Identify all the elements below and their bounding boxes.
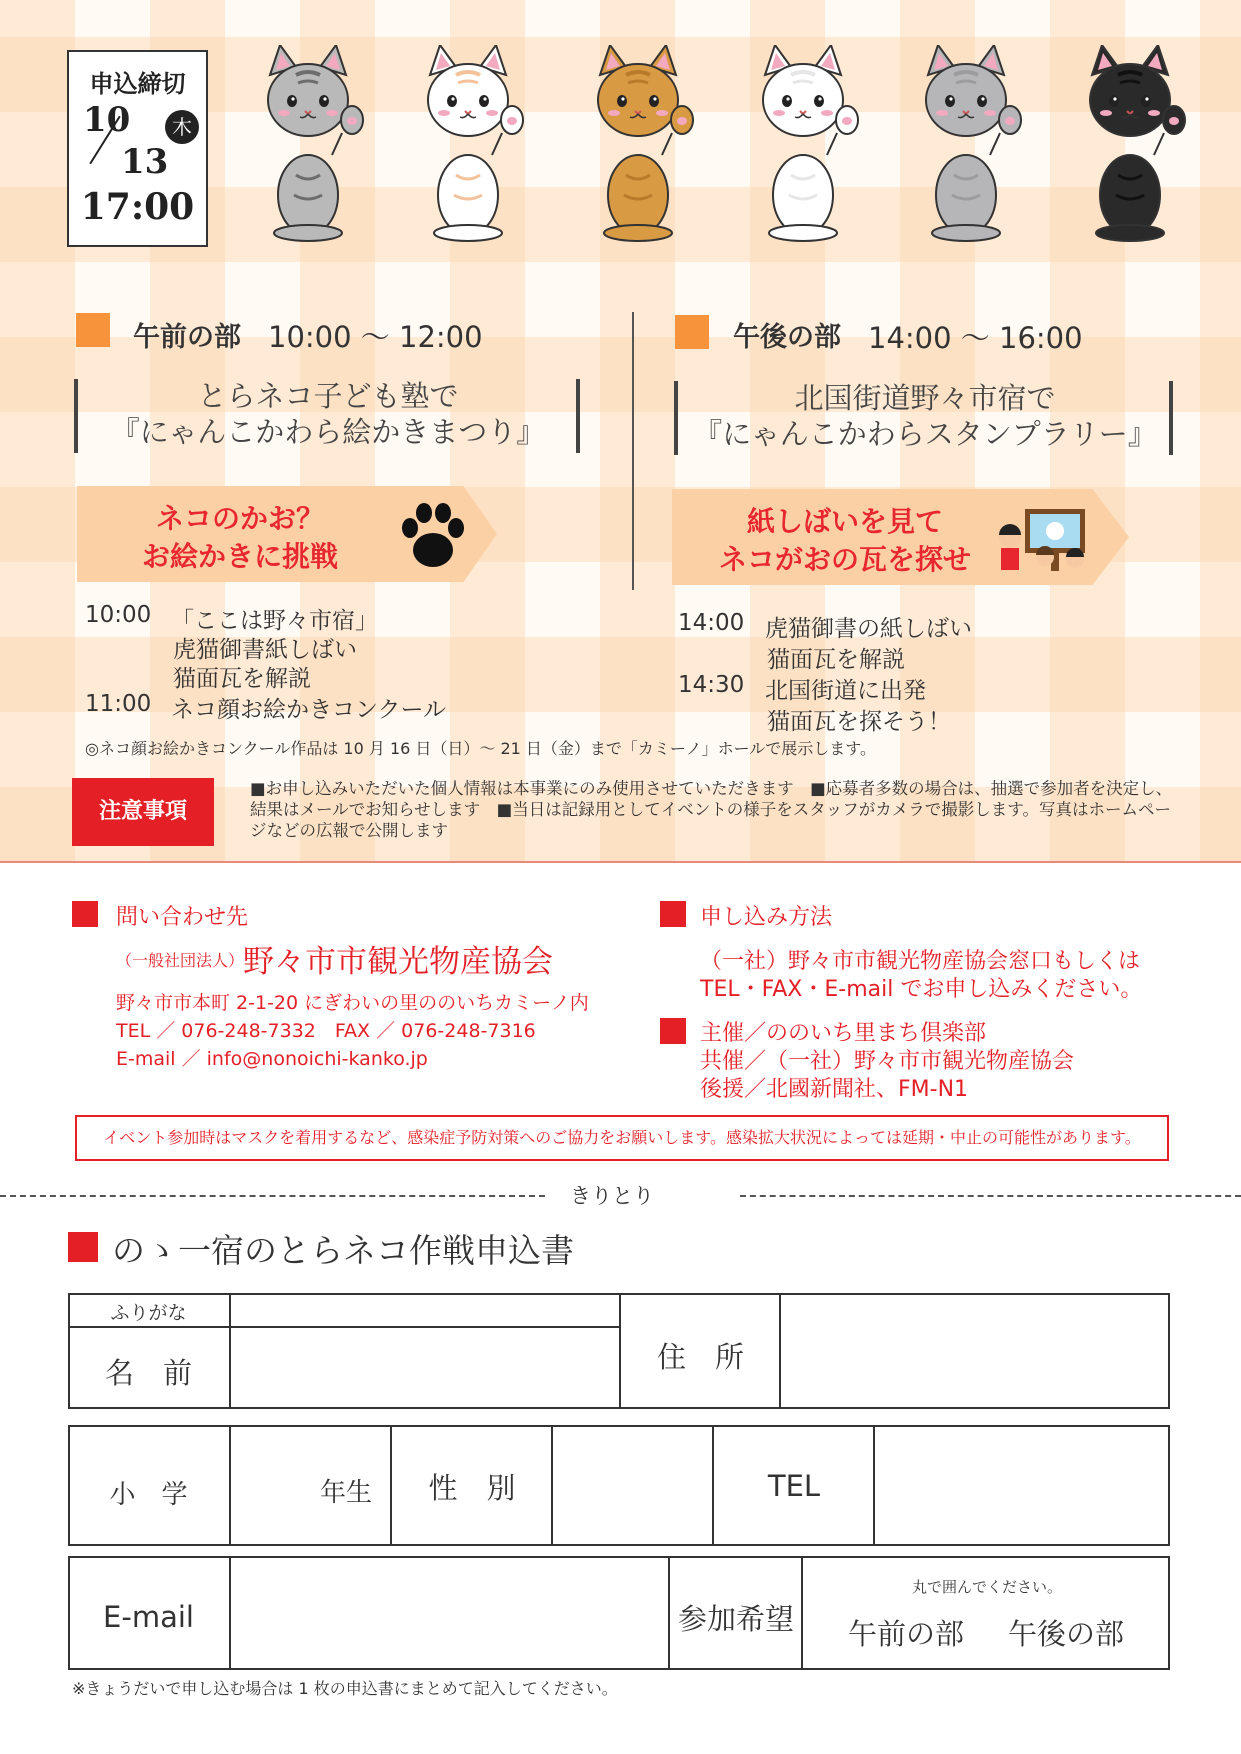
schedule-item: 虎猫御書紙しばい: [173, 637, 357, 663]
cut-line-right: [740, 1195, 1241, 1197]
contact-square-icon: [72, 901, 98, 927]
address-field[interactable]: [782, 1296, 1167, 1406]
schedule-time: 14:00: [678, 610, 745, 636]
grade-field[interactable]: [232, 1428, 317, 1543]
school-label: 小 学: [109, 1480, 188, 1510]
schedule-time: 10:00: [85, 602, 152, 628]
deadline-weekday-badge: 木: [165, 110, 199, 144]
grid-line: [712, 1425, 714, 1546]
afternoon-left-bar: [674, 381, 678, 455]
section-divider: [0, 861, 1241, 863]
deadline-time: 17:00: [80, 186, 195, 228]
option-morning[interactable]: 午前の部: [848, 1617, 965, 1651]
form-title: のゝ一宿のとらネコ作戦申込書: [112, 1231, 574, 1270]
caution-text: ■お申し込みいただいた個人情報は本事業にのみ使用させていただきます ■応募者多数の場合は、抽選で参加者を決定し、結果はメールでお知らせします ■当日は記録用としてイベントの様子をスタッフがカメラで撮影します。写真はホームページなどの広報で公開します: [250, 779, 1173, 840]
kamishibai-children-icon: [995, 505, 1095, 575]
grid-line: [229, 1293, 231, 1409]
form-square-icon: [68, 1232, 98, 1262]
morning-callout-line2: お絵かきに挑戦: [141, 540, 338, 573]
apply-line1: （一社）野々市市観光物産協会窓口もしくは: [700, 949, 1141, 974]
email-field[interactable]: [232, 1559, 667, 1667]
contact-email[interactable]: E-mail ／ info@nonoichi-kanko.jp: [116, 1048, 428, 1070]
grid-line: [229, 1425, 231, 1546]
morning-callout-line1: ネコのかお？: [155, 502, 324, 535]
session-divider: [632, 312, 634, 590]
morning-callout-text: [120, 500, 360, 576]
deadline-month: 10: [83, 100, 131, 140]
organizer-support: 後援／北國新聞社、FM-N1: [700, 1077, 969, 1102]
circle-note: 丸で囲んでください。: [911, 1578, 1062, 1596]
morning-square-icon: [76, 313, 110, 347]
morning-subtitle-line1: とらネコ子ども塾で: [197, 379, 459, 413]
afternoon-right-bar: [1169, 381, 1173, 455]
morning-time: 10:00 ～ 12:00: [268, 320, 483, 354]
afternoon-square-icon: [675, 315, 709, 349]
afternoon-callout-text: [705, 503, 985, 579]
apply-heading: 申し込み方法: [700, 905, 833, 930]
caution-label: 注意事項: [72, 778, 214, 846]
schedule-item: 猫面瓦を解説: [173, 666, 311, 692]
schedule-item: ネコ顔お絵かきコンクール: [171, 697, 447, 723]
morning-right-bar: [576, 379, 580, 453]
name-label: 名 前: [104, 1356, 192, 1390]
orange-cat-icon: [590, 45, 700, 245]
afternoon-callout-line1: 紙しばいを見て: [746, 505, 943, 538]
grid-line: [551, 1425, 553, 1546]
calico-cat-icon: [420, 45, 530, 245]
grade-label: 年生: [320, 1478, 373, 1508]
schedule-time: 11:00: [85, 691, 152, 717]
gray-tabby-cat-icon: [260, 45, 370, 245]
grid-line: [668, 1556, 670, 1670]
contact-heading: 問い合わせ先: [116, 905, 249, 930]
grid-line: [68, 1326, 620, 1328]
organizer-cohost: 共催／（一社）野々市市観光物産協会: [700, 1049, 1075, 1074]
apply-line2: TEL・FAX・E-mail でお申し込みください。: [700, 977, 1143, 1002]
grid-line: [619, 1293, 621, 1409]
contact-phone: TEL ／ 076-248-7332 FAX ／ 076-248-7316: [116, 1020, 536, 1042]
address-label: 住 所: [656, 1340, 744, 1374]
contact-org-name: 野々市市観光物産協会: [243, 944, 553, 980]
gender-label: 性 別: [428, 1471, 516, 1505]
mask-notice: イベント参加時はマスクを着用するなど、感染症予防対策へのご協力をお願いします。感染拡大状況によっては延期・中止の可能性があります。: [75, 1115, 1169, 1161]
schedule-item: 猫面瓦を解説: [767, 647, 905, 673]
black-cat-icon: [1082, 45, 1192, 245]
apply-square-icon: [660, 901, 686, 927]
schedule-item: 猫面瓦を探そう！: [767, 709, 951, 735]
name-field[interactable]: [232, 1330, 618, 1407]
morning-subtitle-line2: 『にゃんこかわら絵かきまつり』: [110, 415, 546, 449]
afternoon-title: 午後の部: [733, 322, 841, 353]
exhibit-note: ◎ネコ顔お絵かきコンクール作品は 10 月 16 日（日）～ 21 日（金）まで「カミーノ」ホールで展示します。: [85, 739, 876, 758]
grid-line: [779, 1293, 781, 1409]
wish-label: 参加希望: [677, 1602, 794, 1636]
morning-left-bar: [74, 379, 78, 453]
gender-field[interactable]: [554, 1428, 711, 1543]
paw-print-icon: [398, 500, 468, 572]
morning-subtitle: [84, 378, 572, 450]
footer-note: ※きょうだいで申し込む場合は 1 枚の申込書にまとめて記入してください。: [72, 1679, 618, 1698]
afternoon-subtitle: [684, 380, 1166, 452]
afternoon-callout-line2: ネコがおの瓦を探せ: [718, 543, 971, 576]
tel-field[interactable]: [876, 1428, 1167, 1543]
grid-line: [229, 1556, 231, 1670]
deadline-day: 13: [121, 142, 169, 182]
grid-line: [801, 1556, 803, 1670]
afternoon-time: 14:00 ～ 16:00: [868, 321, 1083, 355]
white-cat-icon: [755, 45, 865, 245]
morning-title: 午前の部: [133, 322, 241, 353]
schedule-item: 「ここは野々市宿」: [171, 608, 378, 634]
deadline-box: [67, 50, 208, 247]
schedule-time: 14:30: [678, 672, 745, 698]
cut-label: きりとり: [570, 1184, 654, 1208]
furigana-label: ふりがな: [110, 1302, 187, 1324]
tel-label: TEL: [767, 1469, 821, 1503]
grid-line: [390, 1425, 392, 1546]
organizer-host: 主催／ののいち里まち倶楽部: [700, 1021, 987, 1046]
deadline-label: 申込締切: [89, 70, 186, 98]
contact-org-prefix: （一般社団法人）: [116, 951, 245, 970]
grid-line: [873, 1425, 875, 1546]
schedule-item: 虎猫御書の紙しばい: [765, 616, 972, 642]
option-afternoon[interactable]: 午後の部: [1008, 1617, 1125, 1651]
gray-cat-icon: [918, 45, 1028, 245]
contact-address: 野々市市本町 2-1-20 にぎわいの里ののいちカミーノ内: [116, 992, 589, 1014]
afternoon-subtitle-line1: 北国街道野々市宿で: [794, 381, 1056, 415]
afternoon-subtitle-line2: 『にゃんこかわらスタンプラリー』: [693, 417, 1157, 451]
organizer-square-icon: [660, 1018, 686, 1044]
email-label: E-mail: [103, 1600, 194, 1634]
cut-line-left: [0, 1195, 545, 1197]
furigana-field[interactable]: [232, 1296, 618, 1326]
schedule-item: 北国街道に出発: [765, 678, 926, 704]
